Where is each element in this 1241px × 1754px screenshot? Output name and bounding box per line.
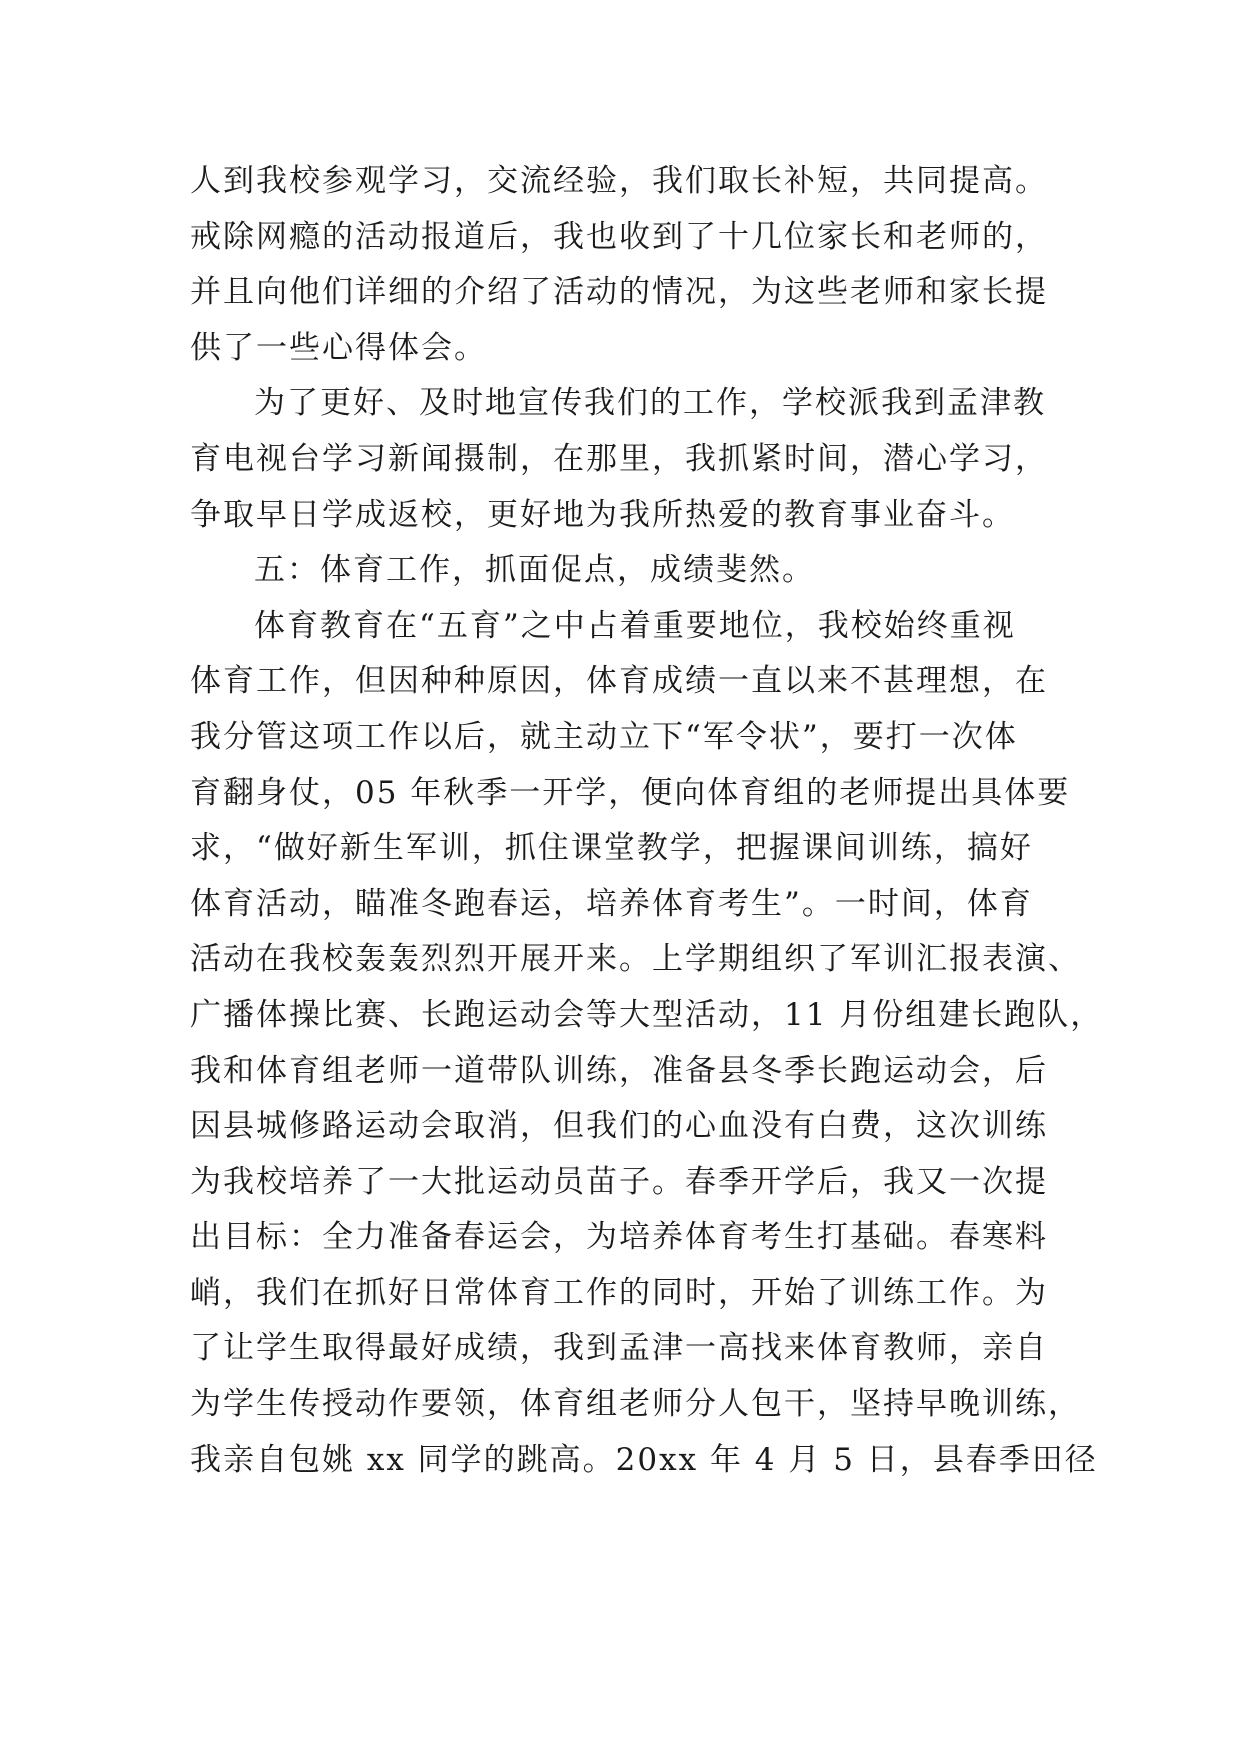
text-line: 广播体操比赛、长跑运动会等大型活动，11 月份组建长跑队， xyxy=(190,996,1104,1033)
text-line: 我亲自包姚 xx 同学的跳高。20xx 年 4 月 5 日，县春季田径 xyxy=(190,1441,1098,1478)
text-line: 峭，我们在抓好日常体育工作的同时，开始了训练工作。为 xyxy=(190,1274,1048,1311)
text-line: 因县城修路运动会取消，但我们的心血没有白费，这次训练 xyxy=(190,1108,1048,1145)
text-line: 我分管这项工作以后，就主动立下“军令状”，要打一次体 xyxy=(190,718,1018,755)
text-line: 体育活动，瞄准冬跑春运，培养体育考生”。一时间，体育 xyxy=(190,885,1033,922)
text-line: 体育教育在“五育”之中占着重要地位，我校始终重视 xyxy=(254,607,1016,644)
text-line: 人到我校参观学习，交流经验，我们取长补短，共同提高。 xyxy=(190,163,1048,199)
document-body xyxy=(190,154,1104,1488)
text-line: 求，“做好新生军训，抓住课堂教学，把握课间训练，搞好 xyxy=(190,830,1033,867)
text-line: 育电视台学习新闻摄制，在那里，我抓紧时间，潜心学习， xyxy=(190,440,1048,477)
text-line: 供了一些心得体会。 xyxy=(190,329,487,366)
text-line: 为了更好、及时地宣传我们的工作，学校派我到孟津教 xyxy=(254,385,1046,422)
text-line: 为我校培养了一大批运动员苗子。春季开学后，我又一次提 xyxy=(190,1163,1048,1200)
text-line: 了让学生取得最好成绩，我到孟津一高找来体育教师，亲自 xyxy=(190,1330,1048,1367)
text-line: 出目标：全力准备春运会，为培养体育考生打基础。春寒料 xyxy=(190,1219,1048,1256)
text-line: 五：体育工作，抓面促点，成绩斐然。 xyxy=(254,552,815,589)
text-line: 育翻身仗，05 年秋季一开学，便向体育组的老师提出具体要 xyxy=(190,774,1071,811)
text-line: 戒除网瘾的活动报道后，我也收到了十几位家长和老师的， xyxy=(190,218,1048,255)
text-line: 为学生传授动作要领，体育组老师分人包干，坚持早晚训练， xyxy=(190,1386,1081,1423)
text-line: 并且向他们详细的介绍了活动的情况，为这些老师和家长提 xyxy=(190,274,1048,311)
text-line: 体育工作，但因种种原因，体育成绩一直以来不甚理想，在 xyxy=(190,663,1048,700)
text-line: 活动在我校轰轰烈烈开展开来。上学期组织了军训汇报表演、 xyxy=(190,941,1081,978)
text-line: 争取早日学成返校，更好地为我所热爱的教育事业奋斗。 xyxy=(190,496,1015,533)
text-line: 我和体育组老师一道带队训练，准备县冬季长跑运动会，后 xyxy=(190,1052,1048,1089)
